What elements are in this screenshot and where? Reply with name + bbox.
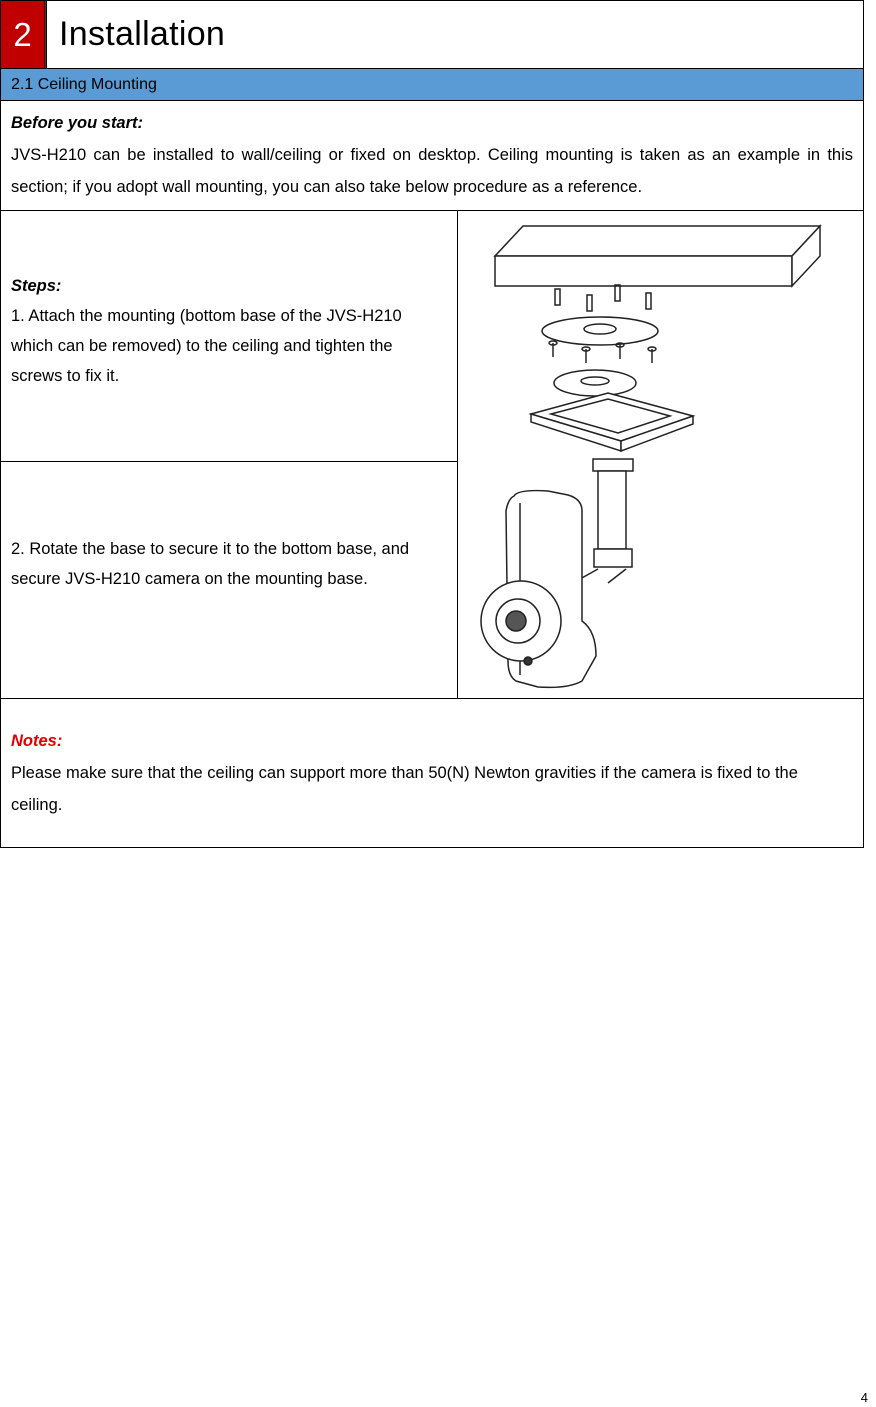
steps-column (1, 211, 458, 698)
chapter-heading (1, 1, 863, 69)
page-number: 4 (860, 1390, 868, 1405)
wall-anchor (555, 289, 560, 305)
step-2-cell (1, 462, 457, 698)
washer-ring (554, 370, 636, 396)
step-2-text: 2. Rotate the base to secure it to the bottom base, and secure JVS-H210 camera on the mounting base. (11, 540, 410, 588)
wall-anchor (615, 285, 620, 301)
step-1-text: 1. Attach the mounting (bottom base of the JVS-H210 which can be removed) to the ceiling and tighten the screws to fix it. (11, 307, 402, 385)
notes-section (1, 699, 863, 847)
column (598, 471, 626, 549)
steps-row (1, 211, 863, 699)
camera-lens (506, 611, 526, 631)
wall-anchor (587, 295, 592, 311)
ceiling-mount-illustration (458, 211, 864, 698)
mounting-illustration-cell (458, 211, 863, 698)
ceiling-board-front (495, 256, 792, 286)
wall-anchor (646, 293, 651, 309)
steps-label: Steps: (11, 277, 62, 295)
column-collar (593, 459, 633, 471)
column-nut (594, 549, 632, 567)
before-you-start (1, 101, 863, 211)
ceiling-board-top (495, 226, 820, 256)
chapter-title: Installation (59, 15, 226, 53)
mounting-plate (542, 317, 658, 345)
notes-text: Please make sure that the ceiling can support more than 50(N) Newton gravities if the camera is fixed to the ceiling. (11, 764, 798, 814)
before-text: JVS-H210 can be installed to wall/ceiling or fixed on desktop. Ceiling mounting is taken as an example in this section; if you adopt wall mounting, you can also take below procedure as a reference. (11, 146, 853, 196)
step-1-cell (1, 211, 457, 462)
section-title: 2.1 Ceiling Mounting (1, 69, 863, 101)
chapter-number: 2 (1, 1, 47, 68)
notes-label: Notes: (11, 732, 63, 750)
camera-led (524, 657, 532, 665)
before-label: Before you start: (11, 114, 144, 132)
